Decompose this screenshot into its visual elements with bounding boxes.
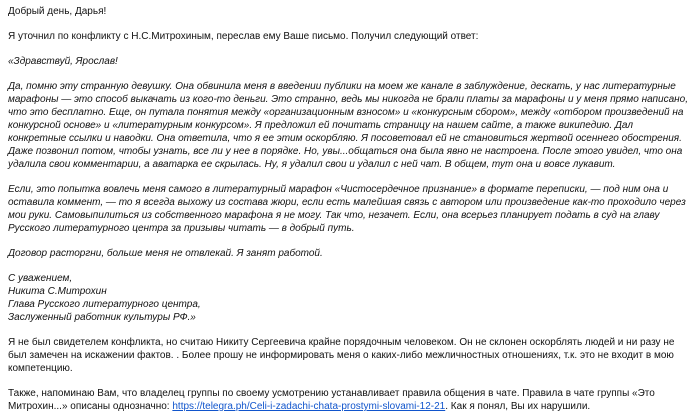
intro-line: Я уточнил по конфликту с Н.С.Митрохиным, переслав ему Ваше письмо. Получил следующий ответ: <box>8 31 479 42</box>
quote-salutation: «Здравствуй, Ярослав! <box>8 56 118 67</box>
quoted-reply-block <box>8 55 692 324</box>
closing-paragraph-2 <box>8 387 692 413</box>
signature-line-title: Глава Русского литературного центра, <box>8 299 201 310</box>
telegraph-rules-link[interactable]: https://telegra.ph/Celi-i-zadachi-chata-prostymi-slovami-12-21 <box>172 401 446 412</box>
quote-paragraph-2: Если, это попытка вовлечь меня самого в литературный марафон «Чистосердечное признание» в формате переписки, — под ним она и оставила коммент, — то я всегда выхожу из состава жюри, если есть малейшая связь с автором или произведение как-то проходило через мои руки. Самовыпилиться из собственного марафона я не могу. Так что, незачет. Если, она всерьез планирует подать в суд на главу Русского литературного центра за призывы читать — в добрый путь. <box>8 184 686 234</box>
closing-2-text-before-link: Также, напоминаю Вам, что владелец группы по своему усмотрению устанавливает правила общения в чате. Правила в чате группы «Это Митрохин...» описаны однозначно: <box>8 388 655 412</box>
closing-2-text-after-link: . Как я понял, Вы их нарушили. <box>445 401 591 412</box>
quote-signature-block <box>8 272 692 324</box>
signature-line-honor: Заслуженный работник культуры РФ.» <box>8 312 196 323</box>
closing-paragraph-1: Я не был свидетелем конфликта, но считаю Никиту Сергеевича крайне порядочным человеком. Он не склонен оскорблять людей и ни разу не был замечен на искажении фактов. . Более прошу не информировать меня о каких-либо межличностных отношениях, т.к. это не входит в мою компетенцию. <box>8 337 675 374</box>
signature-line-regards: С уважением, <box>8 273 73 284</box>
quote-paragraph-1: Да, помню эту странную девушку. Она обвинила меня в введении публики на моем же канале в заблуждение, дескать, у нас литературные марафоны — это способ выкачать из кого-то деньги. Это странно, ведь мы никогда не брали платы за марафоны и у меня прямо написано, что это бесплатно. Еще, он путала понятия между «организационным взносом» и «конкурсным сбором», между «отбором произведений на конкурсной основе» и «литературным конкурсом». Я предложил ей почитать страницу на нашем сайте, а также википедию. Дал конкретные ссылки и наводки. Она ответила, что я ее этим оскорбляю. Я посоветовал ей не становиться жертвой осеннего обострения. Даже позвонил потом, чтобы узнать, все ли у нее в порядке. Но, увы...общаться она была явно не настроена. После этого увидел, что она удалила свои комментарии, а аватарка ее скрылась. Ну, я удалил свои и удалил с ней чат. В общем, тут она и вовсе лукавит. <box>8 81 689 170</box>
greeting-line: Добрый день, Дарья! <box>8 6 107 17</box>
signature-line-name: Никита С.Митрохин <box>8 286 107 297</box>
quote-paragraph-3: Договор расторгни, больше меня не отвлекай. Я занят работой. <box>8 248 323 259</box>
